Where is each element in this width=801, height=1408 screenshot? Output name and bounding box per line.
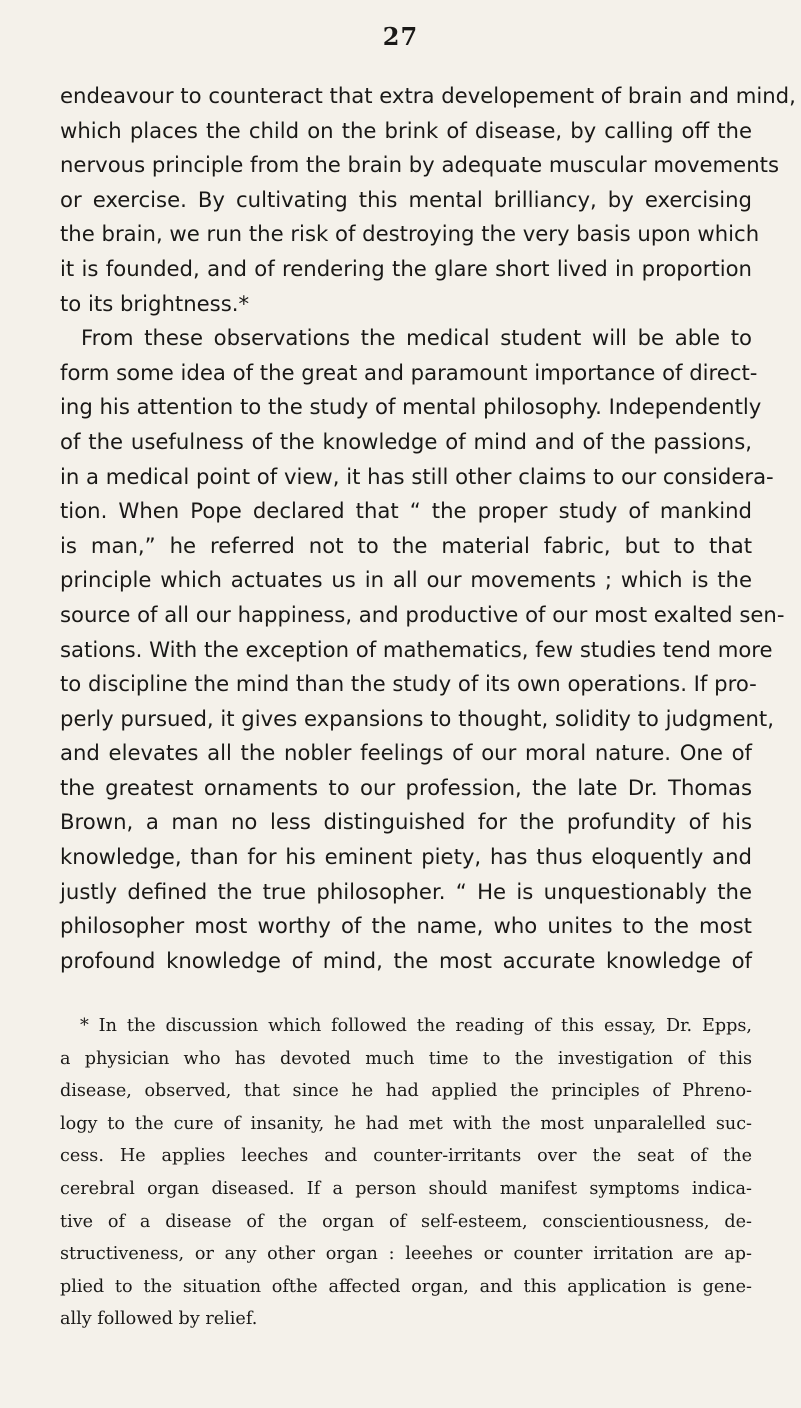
footnote-line: cess. He applies leeches and counter-irritants over the seat of the xyxy=(60,1146,752,1167)
body-line: form some idea of the great and paramount importance of direct- xyxy=(60,359,758,385)
body-line: justly defined the true philosopher. “ He is unquestionably the xyxy=(60,878,752,904)
body-line: perly pursued, it gives expansions to thought, solidity to judgment, xyxy=(60,705,774,731)
body-line: the brain, we run the risk of destroying the very basis upon which xyxy=(60,221,760,247)
body-line: to its brightness.* xyxy=(60,290,250,316)
body-line: in a medical point of view, it has still other claims to our considera- xyxy=(60,463,774,489)
body-line: sations. With the exception of mathematics, few studies tend more xyxy=(60,636,773,662)
body-line: nervous principle from the brain by adequate muscular movements xyxy=(60,152,779,178)
body-line: or exercise. By cultivating this mental brilliancy, by exercising xyxy=(60,186,752,212)
footnote xyxy=(60,1010,752,1336)
footnote-line: * In the discussion which followed the reading of this essay, Dr. Epps, xyxy=(80,1016,752,1036)
body-line: of the usefulness of the knowledge of mind and of the passions, xyxy=(60,428,752,454)
body-text xyxy=(60,79,796,978)
body-line: ing his attention to the study of mental philosophy. Independently xyxy=(60,394,762,420)
footnote-line: a physician who has devoted much time to the investigation of this xyxy=(60,1048,752,1069)
footnote-line: plied to the situation ofthe affected organ, and this application is gene- xyxy=(60,1276,752,1297)
body-line: is man,” he referred not to the material fabric, but to that xyxy=(60,532,752,558)
footnote-line: disease, observed, that since he had applied the principles of Phreno- xyxy=(60,1081,752,1102)
body-line: it is founded, and of rendering the glare short lived in proportion xyxy=(60,255,752,281)
body-line: which places the child on the brink of disease, by calling off the xyxy=(60,117,752,143)
footnote-line: structiveness, or any other organ : leeehes or counter irritation are ap- xyxy=(60,1244,752,1265)
body-line: tion. When Pope declared that “ the proper study of mankind xyxy=(60,498,752,524)
page-number: 27 xyxy=(382,22,419,51)
body-line: profound knowledge of mind, the most accurate knowledge of xyxy=(60,947,752,973)
body-line: endeavour to counteract that extra developement of brain and mind, xyxy=(60,83,796,108)
body-line: source of all our happiness, and productive of our most exalted sen- xyxy=(60,601,785,627)
body-line: the greatest ornaments to our profession, the late Dr. Thomas xyxy=(60,774,752,800)
body-line: Brown, a man no less distinguished for the profundity of his xyxy=(60,809,752,835)
footnote-line: tive of a disease of the organ of self-esteem, conscientiousness, de- xyxy=(60,1211,752,1232)
footnote-line: ally followed by relief. xyxy=(60,1309,258,1330)
body-line: principle which actuates us in all our movements ; which is the xyxy=(60,567,752,593)
body-line: From these observations the medical student will be able to xyxy=(81,325,752,351)
body-line: philosopher most worthy of the name, who unites to the most xyxy=(60,913,752,939)
body-line: and elevates all the nobler feelings of our moral nature. One of xyxy=(60,740,752,766)
footnote-line: cerebral organ diseased. If a person should manifest symptoms indica- xyxy=(60,1178,752,1199)
body-line: knowledge, than for his eminent piety, has thus eloquently and xyxy=(60,844,752,870)
body-line: to discipline the mind than the study of its own operations. If pro- xyxy=(60,671,757,697)
footnote-line: logy to the cure of insanity, he had met with the most unparalelled suc- xyxy=(60,1113,752,1134)
